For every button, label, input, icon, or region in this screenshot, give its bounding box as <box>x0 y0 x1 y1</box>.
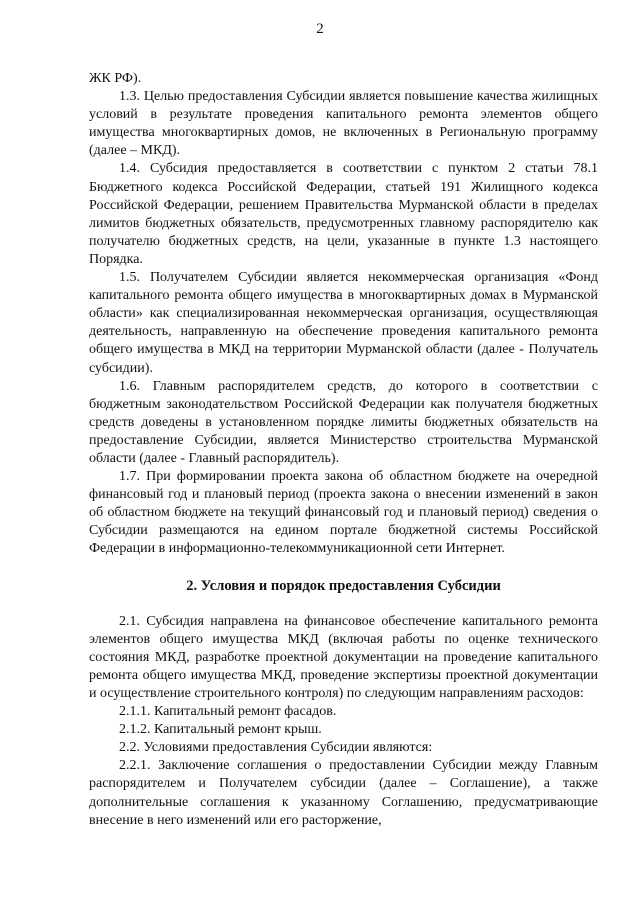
paragraph-1-7: 1.7. При формировании проекта закона об областном бюджете на очередной финансовый год и плановый период (проекта закона о внесении изменений в закон об областном бюджете на текущий финансовый год и плановый период) сведения о Субсидии размещаются на едином портале бюджетной системы Российской Федерации в информационно-телекоммуникационной сети Интернет. <box>89 469 598 557</box>
paragraph-1-3: 1.3. Целью предоставления Субсидии является повышение качества жилищных условий в результате проведения капитального ремонта элементов общего имущества многоквартирных домов, не включенных в Региональную программу (далее – МКД). <box>89 89 598 159</box>
document-body <box>89 70 598 830</box>
paragraph-2-1: 2.1. Субсидия направлена на финансовое обеспечение капитального ремонта элементов общего имущества МКД (включая работы по оценке технического состояния МКД, разработке проектной документации на проведение капитального ремонта общего имущества МКД, проведение экспертизы проектной документации и осуществление строительного контроля) по следующим направлениям расходов: <box>89 613 598 701</box>
paragraph-1-4: 1.4. Субсидия предоставляется в соответствии с пунктом 2 статьи 78.1 Бюджетного кодекса Российской Федерации, статьей 191 Жилищного кодекса Российской Федерации, решением Правительства Мурманской области в пределах лимитов бюджетных обязательств, предусмотренных главному распорядителю как получателю бюджетных средств, на цели, указанные в пункте 1.3 настоящего Порядка. <box>89 161 598 267</box>
paragraph-2-2-1: 2.2.1. Заключение соглашения о предоставлении Субсидии между Главным распорядителем и Получателем субсидии (далее – Соглашение), а также дополнительные соглашения к указанному Соглашению, предусматривающие внесение в него изменений или его расторжение, <box>89 758 598 828</box>
page-number: 2 <box>316 21 324 37</box>
paragraph-2-2: 2.2. Условиями предоставления Субсидии являются: <box>119 740 433 756</box>
paragraph-2-1-2: 2.1.2. Капитальный ремонт крыш. <box>119 722 322 738</box>
paragraph-1-6: 1.6. Главным распорядителем средств, до которого в соответствии с бюджетным законодательством Российской Федерации как получателя бюджетных средств доведены в установленном порядке лимиты бюджетных обязательств на предоставление Субсидии, является Министерство строительства Мурманской области (далее - Главный распорядитель). <box>89 378 598 466</box>
paragraph-1-5: 1.5. Получателем Субсидии является некоммерческая организация «Фонд капитального ремонта общего имущества в многоквартирных домах в Мурманской области» как специализированная некоммерческая организация, осуществляющая деятельность, направленную на обеспечение проведения капитального ремонта общего имущества в МКД на территории Мурманской области (далее - Получатель субсидии). <box>89 270 598 376</box>
section-heading: 2. Условия и порядок предоставления Субсидии <box>186 577 501 594</box>
paragraph-2-1-1: 2.1.1. Капитальный ремонт фасадов. <box>119 704 337 720</box>
paragraph-continuation: ЖК РФ). <box>89 71 142 86</box>
